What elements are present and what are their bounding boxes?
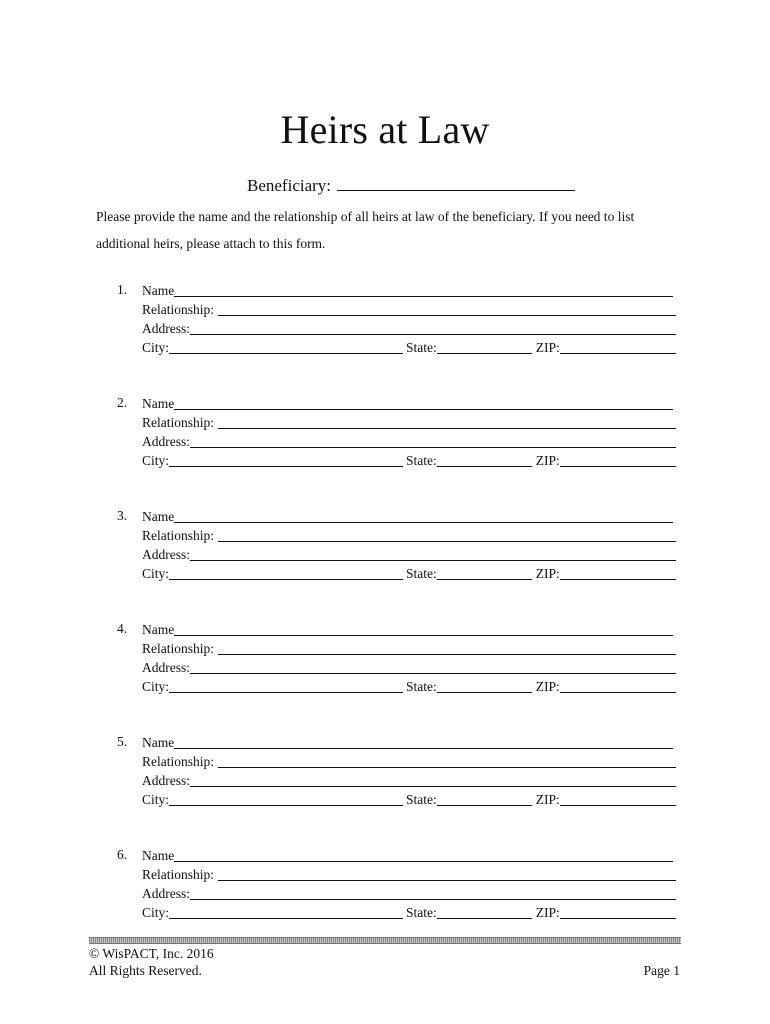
city-field[interactable] (169, 452, 403, 467)
zip-field[interactable] (560, 678, 676, 693)
city-label: City: (142, 453, 170, 468)
rights-text: All Rights Reserved. (89, 963, 202, 978)
zip-field[interactable] (560, 565, 676, 580)
relationship-label: Relationship: (142, 302, 214, 317)
name-row (142, 507, 676, 526)
name-row (142, 620, 676, 639)
relationship-row (142, 413, 676, 432)
heir-number: 6. (117, 847, 128, 862)
address-field[interactable] (190, 320, 676, 335)
address-label: Address: (142, 773, 190, 788)
address-row (142, 545, 676, 564)
zip-label: ZIP: (535, 905, 560, 920)
zip-label: ZIP: (535, 679, 560, 694)
name-label: Name (142, 509, 175, 524)
city-field[interactable] (169, 678, 403, 693)
footer-divider (89, 937, 681, 944)
city-field[interactable] (169, 565, 403, 580)
heir-number: 4. (117, 621, 128, 636)
beneficiary-label: Beneficiary: (247, 176, 332, 195)
address-field[interactable] (190, 772, 676, 787)
state-field[interactable] (437, 678, 532, 693)
address-row (142, 432, 676, 451)
city-label: City: (142, 792, 170, 807)
heir-number: 5. (117, 734, 128, 749)
city-state-zip-row (142, 451, 676, 470)
relationship-row (142, 639, 676, 658)
address-field[interactable] (190, 433, 676, 448)
name-label: Name (142, 396, 175, 411)
state-label: State: (406, 792, 437, 807)
heir-number: 3. (117, 508, 128, 523)
name-row (142, 733, 676, 752)
name-field[interactable] (174, 621, 673, 636)
relationship-label: Relationship: (142, 528, 214, 543)
state-field[interactable] (437, 565, 532, 580)
heir-number: 2. (117, 395, 128, 410)
address-label: Address: (142, 886, 190, 901)
address-field[interactable] (190, 546, 676, 561)
city-field[interactable] (169, 339, 403, 354)
city-state-zip-row (142, 338, 676, 357)
name-label: Name (142, 622, 175, 637)
state-label: State: (406, 340, 437, 355)
relationship-label: Relationship: (142, 754, 214, 769)
relationship-field[interactable] (218, 414, 676, 429)
relationship-row (142, 865, 676, 884)
relationship-row (142, 300, 676, 319)
name-label: Name (142, 283, 175, 298)
zip-label: ZIP: (535, 340, 560, 355)
relationship-row (142, 752, 676, 771)
state-label: State: (406, 679, 437, 694)
zip-field[interactable] (560, 339, 676, 354)
heir-number: 1. (117, 282, 128, 297)
state-label: State: (406, 566, 437, 581)
beneficiary-field[interactable] (337, 176, 575, 191)
city-state-zip-row (142, 790, 676, 809)
city-state-zip-row (142, 564, 676, 583)
zip-label: ZIP: (535, 566, 560, 581)
zip-field[interactable] (560, 452, 676, 467)
zip-field[interactable] (560, 791, 676, 806)
state-label: State: (406, 453, 437, 468)
relationship-field[interactable] (218, 866, 676, 881)
state-field[interactable] (437, 452, 532, 467)
address-field[interactable] (190, 885, 676, 900)
state-field[interactable] (437, 339, 532, 354)
page-number: Page 1 (643, 963, 680, 978)
city-field[interactable] (169, 904, 403, 919)
name-field[interactable] (174, 282, 673, 297)
name-row (142, 846, 676, 865)
city-state-zip-row (142, 903, 676, 922)
address-row (142, 658, 676, 677)
name-field[interactable] (174, 847, 673, 862)
zip-field[interactable] (560, 904, 676, 919)
relationship-label: Relationship: (142, 415, 214, 430)
beneficiary-row (247, 175, 575, 197)
instructions-text: Please provide the name and the relationship of all heirs at law of the beneficiary. If you need to list additional heirs, please attach to this form. (96, 209, 635, 251)
address-row (142, 319, 676, 338)
name-field[interactable] (174, 395, 673, 410)
name-row (142, 281, 676, 300)
name-label: Name (142, 848, 175, 863)
relationship-field[interactable] (218, 753, 676, 768)
address-label: Address: (142, 321, 190, 336)
relationship-field[interactable] (218, 640, 676, 655)
zip-label: ZIP: (535, 453, 560, 468)
address-label: Address: (142, 434, 190, 449)
city-state-zip-row (142, 677, 676, 696)
address-label: Address: (142, 660, 190, 675)
name-row (142, 394, 676, 413)
state-field[interactable] (437, 904, 532, 919)
zip-label: ZIP: (535, 792, 560, 807)
city-label: City: (142, 340, 170, 355)
relationship-field[interactable] (218, 301, 676, 316)
footer-left (89, 945, 214, 979)
relationship-field[interactable] (218, 527, 676, 542)
name-field[interactable] (174, 508, 673, 523)
name-label: Name (142, 735, 175, 750)
page-title: Heirs at Law (280, 107, 490, 152)
city-label: City: (142, 679, 170, 694)
address-row (142, 884, 676, 903)
address-row (142, 771, 676, 790)
city-label: City: (142, 905, 170, 920)
relationship-label: Relationship: (142, 641, 214, 656)
state-label: State: (406, 905, 437, 920)
name-field[interactable] (174, 734, 673, 749)
address-label: Address: (142, 547, 190, 562)
city-label: City: (142, 566, 170, 581)
city-field[interactable] (169, 791, 403, 806)
copyright-text: © WisPACT, Inc. 2016 (89, 946, 214, 961)
state-field[interactable] (437, 791, 532, 806)
relationship-label: Relationship: (142, 867, 214, 882)
relationship-row (142, 526, 676, 545)
address-field[interactable] (190, 659, 676, 674)
